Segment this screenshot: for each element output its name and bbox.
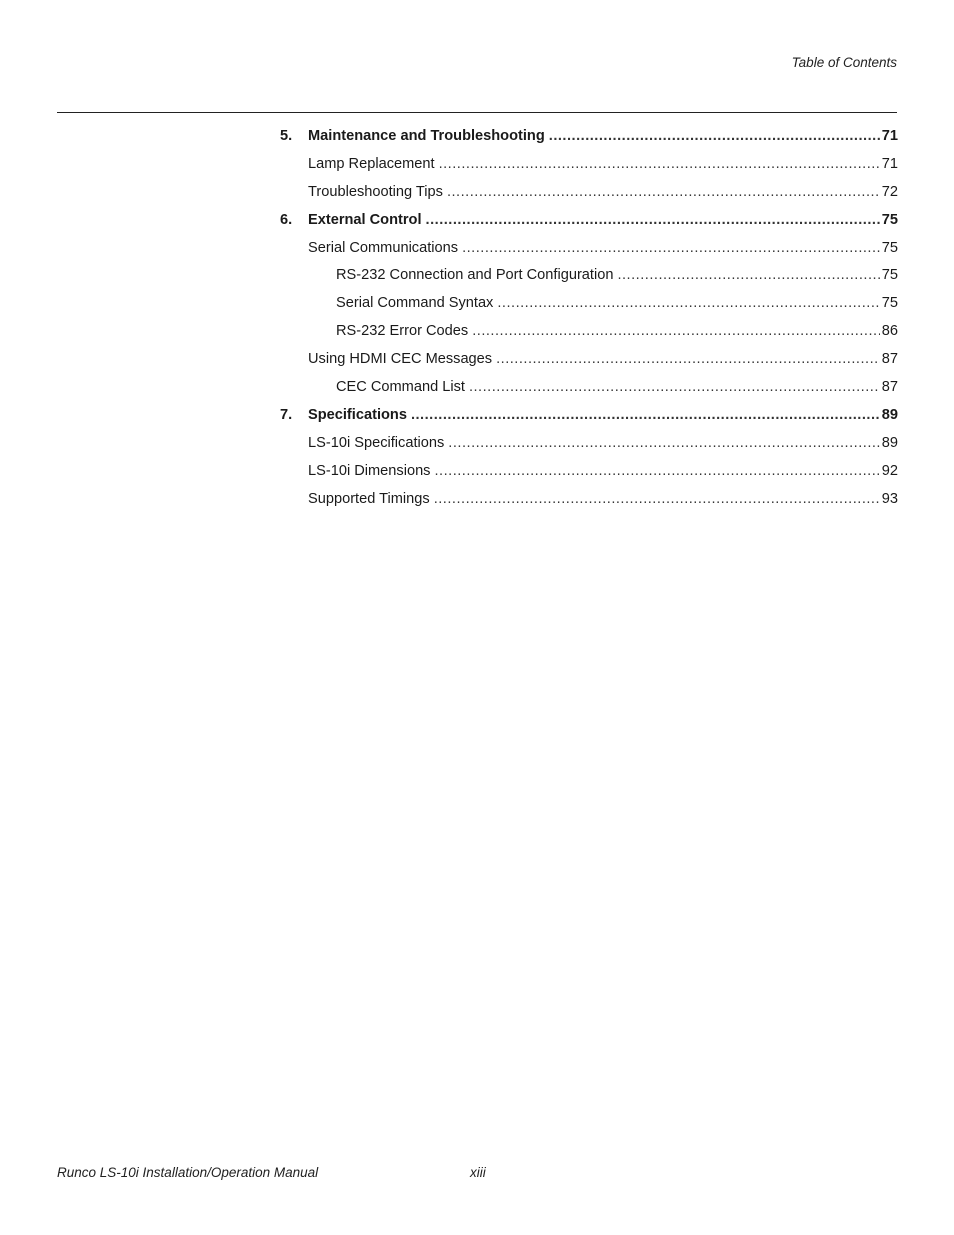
toc-section-entry[interactable] bbox=[280, 150, 898, 178]
footer-manual-title: Runco LS-10i Installation/Operation Manual bbox=[57, 1165, 319, 1180]
footer-page-number: xiii bbox=[470, 1165, 486, 1180]
toc-dot-leader bbox=[472, 323, 880, 339]
toc-entry-line bbox=[280, 379, 898, 395]
toc-section-entry[interactable] bbox=[280, 289, 898, 317]
toc-entry-line bbox=[280, 212, 898, 228]
toc-entry-line bbox=[280, 491, 898, 507]
toc-section-entry[interactable] bbox=[280, 457, 898, 485]
running-header-title: Table of Contents bbox=[791, 55, 897, 70]
toc-section-entry[interactable] bbox=[280, 373, 898, 401]
toc-entry-line bbox=[280, 267, 898, 283]
toc-entry-line bbox=[280, 407, 898, 423]
toc-entry-title: Serial Command Syntax bbox=[336, 295, 494, 312]
toc-entry-line bbox=[280, 128, 898, 144]
toc-section-entry[interactable] bbox=[280, 345, 898, 373]
toc-section-entry[interactable] bbox=[280, 485, 898, 513]
toc-entry-title: Supported Timings bbox=[308, 490, 430, 507]
toc-section-entry[interactable] bbox=[280, 429, 898, 457]
toc-entry-line bbox=[280, 463, 898, 479]
toc-dot-leader bbox=[617, 267, 879, 283]
toc-chapter-number: 7. bbox=[280, 406, 293, 423]
toc-entry-title: LS-10i Specifications bbox=[308, 434, 445, 451]
toc-page-number: 86 bbox=[881, 323, 898, 340]
toc-page-number: 93 bbox=[881, 490, 898, 507]
toc-entry-title: Lamp Replacement bbox=[308, 155, 435, 172]
toc-dot-leader bbox=[497, 295, 879, 311]
toc-entry-line bbox=[280, 240, 898, 256]
toc-dot-leader bbox=[411, 407, 880, 423]
toc-entry-title: RS-232 Connection and Port Configuration bbox=[336, 267, 614, 284]
toc-entry-title: Specifications bbox=[308, 406, 407, 423]
toc-entry-line bbox=[280, 351, 898, 367]
toc-chapter-number: 5. bbox=[280, 127, 293, 144]
toc-page-number: 87 bbox=[881, 351, 898, 368]
toc-entry-title: LS-10i Dimensions bbox=[308, 462, 431, 479]
toc-dot-leader bbox=[439, 156, 880, 172]
toc-dot-leader bbox=[434, 491, 880, 507]
table-of-contents bbox=[280, 122, 898, 512]
toc-page-number: 72 bbox=[881, 183, 898, 200]
toc-page-number: 75 bbox=[881, 211, 898, 228]
toc-dot-leader bbox=[469, 379, 880, 395]
toc-dot-leader bbox=[448, 435, 879, 451]
toc-dot-leader bbox=[426, 212, 880, 228]
toc-chapter-entry[interactable] bbox=[280, 122, 898, 150]
toc-page-number: 71 bbox=[881, 127, 898, 144]
toc-dot-leader bbox=[447, 184, 880, 200]
toc-entry-line bbox=[280, 295, 898, 311]
toc-entry-line bbox=[280, 184, 898, 200]
toc-section-entry[interactable] bbox=[280, 178, 898, 206]
toc-entry-title: Using HDMI CEC Messages bbox=[308, 351, 493, 368]
toc-entry-title: Maintenance and Troubleshooting bbox=[308, 127, 545, 144]
toc-entry-line bbox=[280, 435, 898, 451]
toc-page-number: 75 bbox=[881, 239, 898, 256]
toc-entry-title: RS-232 Error Codes bbox=[336, 323, 469, 340]
toc-chapter-number: 6. bbox=[280, 211, 293, 228]
toc-entry-title: Troubleshooting Tips bbox=[308, 183, 443, 200]
toc-dot-leader bbox=[462, 240, 880, 256]
toc-page-number: 87 bbox=[881, 378, 898, 395]
toc-dot-leader bbox=[496, 351, 880, 367]
toc-entry-title: Serial Communications bbox=[308, 239, 459, 256]
toc-page-number: 92 bbox=[881, 462, 898, 479]
toc-section-entry[interactable] bbox=[280, 261, 898, 289]
toc-page-number: 75 bbox=[881, 295, 898, 312]
toc-entry-line bbox=[280, 323, 898, 339]
toc-section-entry[interactable] bbox=[280, 234, 898, 262]
toc-page-number: 75 bbox=[881, 267, 898, 284]
toc-dot-leader bbox=[549, 128, 880, 144]
toc-entry-title: External Control bbox=[308, 211, 422, 228]
toc-dot-leader bbox=[434, 463, 879, 479]
toc-section-entry[interactable] bbox=[280, 317, 898, 345]
header-divider bbox=[57, 112, 897, 113]
toc-chapter-entry[interactable] bbox=[280, 206, 898, 234]
toc-entry-line bbox=[280, 156, 898, 172]
toc-page-number: 89 bbox=[881, 434, 898, 451]
toc-page-number: 89 bbox=[881, 406, 898, 423]
toc-entry-title: CEC Command List bbox=[336, 378, 465, 395]
toc-chapter-entry[interactable] bbox=[280, 401, 898, 429]
toc-page-number: 71 bbox=[881, 155, 898, 172]
